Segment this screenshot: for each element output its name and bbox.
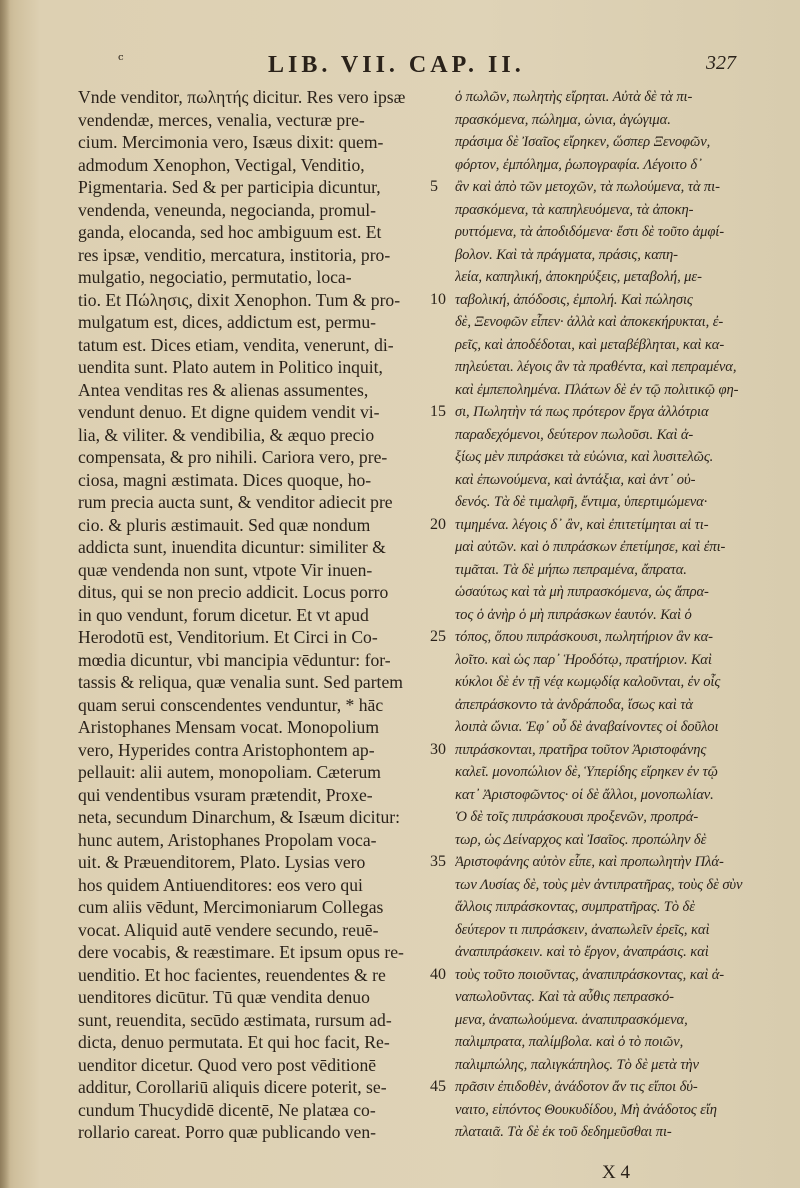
greek-text-line: πρασκόμενα, πώλημα, ὠνια, ἀγώγιμα. <box>455 111 671 128</box>
greek-text-line: των Λυσίας δὲ, τοὺς μὲν ἀντιπρατῆρας, τοὺς δὲ σὺν <box>455 876 743 893</box>
line-number: 25 <box>430 628 446 645</box>
line-number: 10 <box>430 290 446 308</box>
latin-text-line: res ipsæ, venditio, mercatura, institoria, pro- <box>78 244 391 265</box>
greek-text-line: βολον. Καὶ τὰ πράγματα, πράσις, καπη- <box>455 246 678 263</box>
latin-text-line: vocat. Aliquid autē vendere secundo, reuē- <box>78 919 379 940</box>
greek-text-line: ὁ πωλῶν, πωλητὴς εἴρηται. Αὐτὰ δὲ τὰ πι- <box>455 89 693 105</box>
greek-text-line: καὶ ἐμπεπολημένα. Πλάτων δὲ ἐν τῷ πολιτικῷ φη- <box>455 381 739 398</box>
running-head: LIB. VII. CAP. II. <box>268 52 525 78</box>
greek-text-line: τοὺς τοῦτο ποιοῦντας, ἀναπιπράσκοντας, καὶ ἀ- <box>455 966 725 983</box>
greek-text-line: καλεῖ. μονοπώλιον δὲ, Ὑπερίδης εἴρηκεν ἐν τῷ <box>455 764 718 780</box>
latin-text-line: uenditor dicetur. Quod vero post vēditionē <box>78 1054 377 1075</box>
latin-text-line: cio. & pluris æstimauit. Sed quæ nondum <box>78 514 371 535</box>
greek-text-line: ὡσαύτως καὶ τὰ μὴ πιπρασκόμενα, ὡς ἄπρα- <box>455 584 709 600</box>
greek-text-line: τιμημένα. λέγοις δ᾽ ἂν, καὶ ἐπιτετίμηται αἱ τι- <box>455 516 709 533</box>
greek-text-line: τωρ, ὡς Δείναρχος καὶ Ἰσαῖος. προπώλην δὲ <box>455 831 707 848</box>
latin-text-line: ganda, elocanda, sed hoc ambiguum est. Et <box>78 222 382 242</box>
greek-text-line: μαὶ αὐτῶν. καὶ ὁ πιπράσκων ἐπετίμησε, καὶ ἐπι- <box>455 539 726 555</box>
greek-text-line: Ὁ δὲ τοῖς πιπράσκουσι προξενῶν, προπρά- <box>455 809 699 825</box>
greek-text-line: ἄλλοις πιπράσκοντας, συμπρατῆρας. Τὸ δὲ <box>455 899 695 915</box>
latin-text-line: uit. & Præuenditorem, Plato. Lysias vero <box>78 852 366 872</box>
latin-text-line: uenditores dicūtur. Tū quæ vendita denuo <box>78 987 370 1007</box>
greek-text-line: ρεῖς, καὶ ἀποδέδοται, καὶ μεταβέβληται, καὶ κα- <box>455 336 725 353</box>
greek-text-line: τος ὁ ἀνὴρ ὁ μὴ πιπράσκων ἑαυτόν. Καὶ ὁ <box>455 606 692 623</box>
latin-text-line: qui vendentibus vsuram prætendit, Proxe- <box>78 784 373 805</box>
latin-text-line: dere vocabis, & reæstimare. Et ipsum opus re- <box>78 942 404 962</box>
greek-text-line: σι, Πωλητὴν τά πως πρότερον ἔργα ἀλλότρια <box>455 404 709 420</box>
latin-text-line: addicta sunt, inuendita dicuntur: similiter & <box>78 537 386 557</box>
greek-text-line: πρασκόμενα, τὰ καπηλευόμενα, τὰ ἀποκη- <box>455 201 694 218</box>
latin-text-line: compensata, & pro nihili. Cariora vero, pre- <box>78 447 388 467</box>
greek-text-line: λεία, καπηλική, ἀποκηρύξεις, μεταβολή, με- <box>455 269 702 285</box>
latin-text-line: vendenda, veneunda, negocianda, promul- <box>78 199 377 220</box>
latin-text-line: in quo vendunt, forum dicetur. Et vt apud <box>78 604 369 625</box>
line-number: 30 <box>430 740 446 758</box>
greek-text-line: τιμᾶται. Τὰ δὲ μήπω πεπραμένα, ἄπρατα. <box>455 561 687 578</box>
latin-text-line: rollario careat. Porro quæ publicando ven- <box>78 1122 377 1142</box>
greek-text-line: ταβολική, ἀπόδοσις, ἐμπολή. Καὶ πώλησις <box>455 291 693 308</box>
latin-text-line: additur, Corollariū aliquis dicere poterit, se- <box>78 1077 387 1097</box>
greek-text-line: παλιμπώλης, παλιγκάπηλος. Τὸ δὲ μετὰ τὴν <box>455 1056 699 1073</box>
greek-text-line: κατ᾽ Ἀριστοφῶντος· οἱ δὲ ἄλλοι, μονοπωλίαν. <box>455 786 714 803</box>
latin-text-line: tatum est. Dices etiam, vendita, venerunt, di- <box>78 334 394 355</box>
latin-text-line: uendita sunt. Plato autem in Politico inquit, <box>78 357 383 377</box>
latin-text-line: ditus, qui se non precio addicit. Locus porro <box>78 582 389 602</box>
greek-text-line: δὲ, Ξενοφῶν εἶπεν· ἀλλὰ καὶ ἀποκεκήρυκται, ἐ- <box>455 314 724 330</box>
greek-text-line: λοιπὰ ὤνια. Ἐφ᾽ οὗ δὲ ἀναβαίνοντες οἱ δοῦλοι <box>455 719 719 735</box>
latin-text-line: Herodotū est, Venditorium. Et Circi in Co- <box>78 627 378 647</box>
greek-text-line: τόπος, ὅπου πιπράσκουσι, πωλητήριον ἂν κα- <box>455 629 713 645</box>
greek-text-line: κύκλοι δὲ ἐν τῇ νέᾳ κωμῳδίᾳ καλοῦνται, ἐν οἷς <box>455 674 721 690</box>
greek-text-line: δενός. Τὰ δὲ τιμαλφῆ, ἔντιμα, ὑπερτιμώμενα· <box>455 494 708 510</box>
greek-text-line: πράσιμα δὲ Ἰσαῖος εἴρηκεν, ὥσπερ Ξενοφῶν, <box>455 134 711 150</box>
corner-mark: ᶜ <box>118 50 124 69</box>
line-number: 40 <box>430 965 446 983</box>
latin-column <box>78 86 438 1144</box>
latin-text-line: Vnde venditor, πωλητής dicitur. Res vero ipsæ <box>78 87 406 107</box>
greek-text-line: δεύτερον τι πιπράσκειν, ἀναπωλεῖν ἐρεῖς, καὶ <box>455 921 710 938</box>
greek-text-line: Ἀριστοφάνης αὐτὸν εἶπε, καὶ προπωλητὴν Πλά- <box>455 854 724 870</box>
greek-text-line: ναιτο, εἰπόντος Θουκυδίδου, Μὴ ἀνάδοτος εἴη <box>455 1101 717 1118</box>
latin-text-line: Pigmentaria. Sed & per participia dicuntur, <box>78 177 381 197</box>
line-number: 5 <box>430 178 438 195</box>
signature-mark: X 4 <box>602 1162 630 1183</box>
latin-text-line: rum precia aucta sunt, & venditor adiecit pre <box>78 492 393 512</box>
line-number: 20 <box>430 515 446 533</box>
greek-text-line: μενα, ἀναπωλούμενα. ἀναπιπρασκόμενα, <box>455 1011 688 1028</box>
greek-text-line: παραδεχόμενοι, δεύτερον πωλοῦσι. Καὶ ἀ- <box>455 426 694 443</box>
line-number: 35 <box>430 853 446 870</box>
latin-text-line: mœdia dicuntur, vbi mancipia vēduntur: for- <box>78 649 391 670</box>
latin-text-line: ciosa, magni æstimata. Dices quoque, ho- <box>78 469 372 490</box>
latin-text-line: cum aliis vēdunt, Mercimoniarum Collegas <box>78 897 384 917</box>
latin-text-line: dicta, denuo permutata. Et qui hoc facit, Re- <box>78 1032 390 1052</box>
latin-text-line: pellauit: alii autem, monopoliam. Cæterum <box>78 762 381 782</box>
latin-text-line: hos quidem Antiuenditores: eos vero qui <box>78 874 363 895</box>
line-number: 45 <box>430 1078 446 1095</box>
greek-text-line: πιπράσκονται, πρατῆρα τοῦτον Ἀριστοφάνης <box>455 741 707 758</box>
greek-text-line: πρᾶσιν ἐπιδοθὲν, ἀνάδοτον ἄν τις εἴποι δύ- <box>455 1079 698 1095</box>
latin-text-line: mulgatio, negociatio, permutatio, loca- <box>78 267 352 287</box>
latin-text-line: vendunt denuo. Et digne quidem vendit vi- <box>78 402 380 422</box>
line-number: 15 <box>430 403 446 420</box>
latin-text-line: quam serui conscendentes venduntur, * hāc <box>78 694 384 715</box>
greek-text-line: ρυττόμενα, τὰ ἀποδιδόμενα· ἔστι δὲ τοῦτο ἀμφί- <box>455 224 725 240</box>
latin-text-line: uenditio. Et hoc facientes, reuendentes & re <box>78 964 386 985</box>
greek-text-line: ναπωλοῦντας. Καὶ τὰ αὖθις πεπρασκό- <box>455 989 674 1005</box>
binding-shadow <box>0 0 10 1188</box>
latin-text-line: vendendæ, merces, venalia, vecturæ pre- <box>78 109 365 130</box>
latin-text-line: hunc autem, Aristophanes Propolam voca- <box>78 829 377 850</box>
latin-text-line: cium. Mercimonia vero, Isæus dixit: quem- <box>78 132 384 152</box>
greek-column <box>455 86 777 1144</box>
greek-text-line: ἀναπιπράσκειν. καὶ τὸ ἔργον, ἀναπράσις. καὶ <box>455 944 709 960</box>
greek-text-line: λοῖτο. καὶ ὡς παρ᾽ Ἡροδότῳ, πρατήριον. Καὶ <box>455 651 712 668</box>
greek-text-line: φόρτον, ἐμπόλημα, ῥωπογραφία. Λέγοιτο δ᾽ <box>455 156 702 173</box>
latin-text-line: Aristophanes Mensam vocat. Monopolium <box>78 717 380 737</box>
latin-text-line: sunt, reuendita, secūdo æstimata, rursum ad- <box>78 1009 392 1030</box>
latin-text-line: mulgatum est, dices, addictum est, permu- <box>78 312 377 332</box>
latin-text-line: cundum Thucydidē dicentē, Ne platæa co- <box>78 1099 376 1120</box>
latin-text-line: tio. Et Πώλησις, dixit Xenophon. Tum & pro- <box>78 289 401 310</box>
page-number: 327 <box>706 52 736 74</box>
latin-text-line: admodum Xenophon, Vectigal, Venditio, <box>78 154 365 175</box>
latin-text-line: neta, secundum Dinarchum, & Isæum dicitur: <box>78 807 400 827</box>
latin-text-line: Antea venditas res & alienas assumentes, <box>78 379 369 400</box>
greek-text-line: ξίως μὲν πιπράσκει τὰ εὐώνια, καὶ λυσιτελῶς. <box>455 449 714 465</box>
greek-text-line: ἀπεπράσκοντο τὰ ἀνδράποδα, ἴσως καὶ τὰ <box>455 696 693 713</box>
greek-text-line: καὶ ἐπωνούμενα, καὶ ἀντάξια, καὶ ἀντ᾽ οὐ- <box>455 471 696 488</box>
greek-text-line: πηλεύεται. λέγοις ἂν τὰ πραθέντα, καὶ πεπραμένα, <box>455 359 737 375</box>
greek-text-line: πλαταιᾶ. Τὰ δὲ ἐκ τοῦ δεδημεῦσθαι πι- <box>455 1124 672 1140</box>
greek-text-line: ἂν καὶ ἀπὸ τῶν μετοχῶν, τὰ πωλούμενα, τὰ πι- <box>455 179 720 195</box>
latin-text-line: vero, Hyperides contra Aristophontem ap- <box>78 739 375 760</box>
greek-text-line: παλιμπρατα, παλίμβολα. καὶ ὁ τὸ ποιῶν, <box>455 1034 684 1050</box>
latin-text-line: lia, & viliter. & vendibilia, & æquo precio <box>78 424 375 445</box>
latin-text-line: tassis & reliqua, quæ venalia sunt. Sed partem <box>78 672 403 692</box>
latin-text-line: quæ vendenda non sunt, vtpote Vir inuen- <box>78 559 373 580</box>
